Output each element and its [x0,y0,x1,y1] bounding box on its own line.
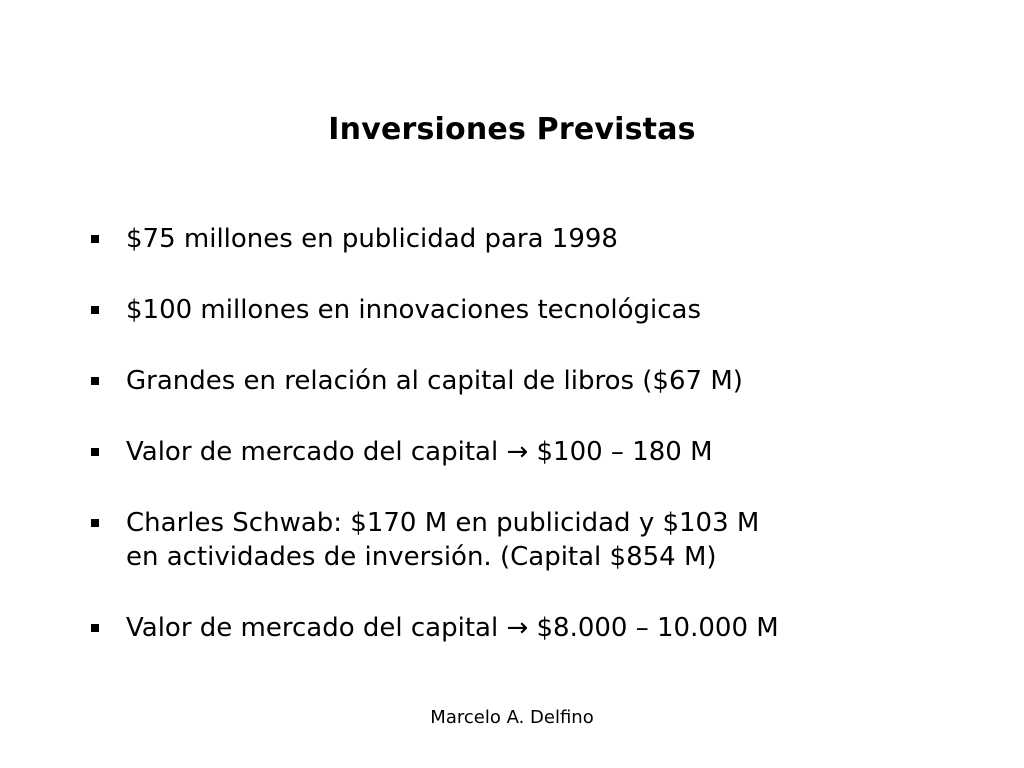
bullet-text [126,506,988,574]
bullet-text [126,364,988,398]
bullet-list [88,222,988,682]
square-bullet-icon [91,448,99,456]
bullet-item [88,222,988,256]
bullet-text [126,222,988,256]
square-bullet-icon [91,235,99,243]
bullet-line: Valor de mercado del capital → $100 – 180 M [126,437,713,467]
bullet-line: Grandes en relación al capital de libros ($67 M) [126,366,743,396]
bullet-line: en actividades de inversión. (Capital $854 M) [126,542,717,572]
bullet-item [88,435,988,469]
square-bullet-icon [91,377,99,385]
square-bullet-icon [91,519,99,527]
slide-footer-author: Marcelo A. Delfino [430,707,594,728]
bullet-item [88,506,988,574]
bullet-text [126,293,988,327]
square-bullet-icon [91,306,99,314]
bullet-item [88,364,988,398]
bullet-line: $100 millones en innovaciones tecnológicas [126,295,701,325]
bullet-line: Valor de mercado del capital → $8.000 – 10.000 M [126,613,779,643]
square-bullet-icon [91,624,99,632]
bullet-item [88,293,988,327]
bullet-line: Charles Schwab: $170 M en publicidad y $103 M [126,508,760,538]
bullet-item [88,611,988,645]
bullet-line: $75 millones en publicidad para 1998 [126,224,618,254]
bullet-text [126,435,988,469]
bullet-text [126,611,988,645]
slide-title: Inversiones Previstas [328,112,696,147]
